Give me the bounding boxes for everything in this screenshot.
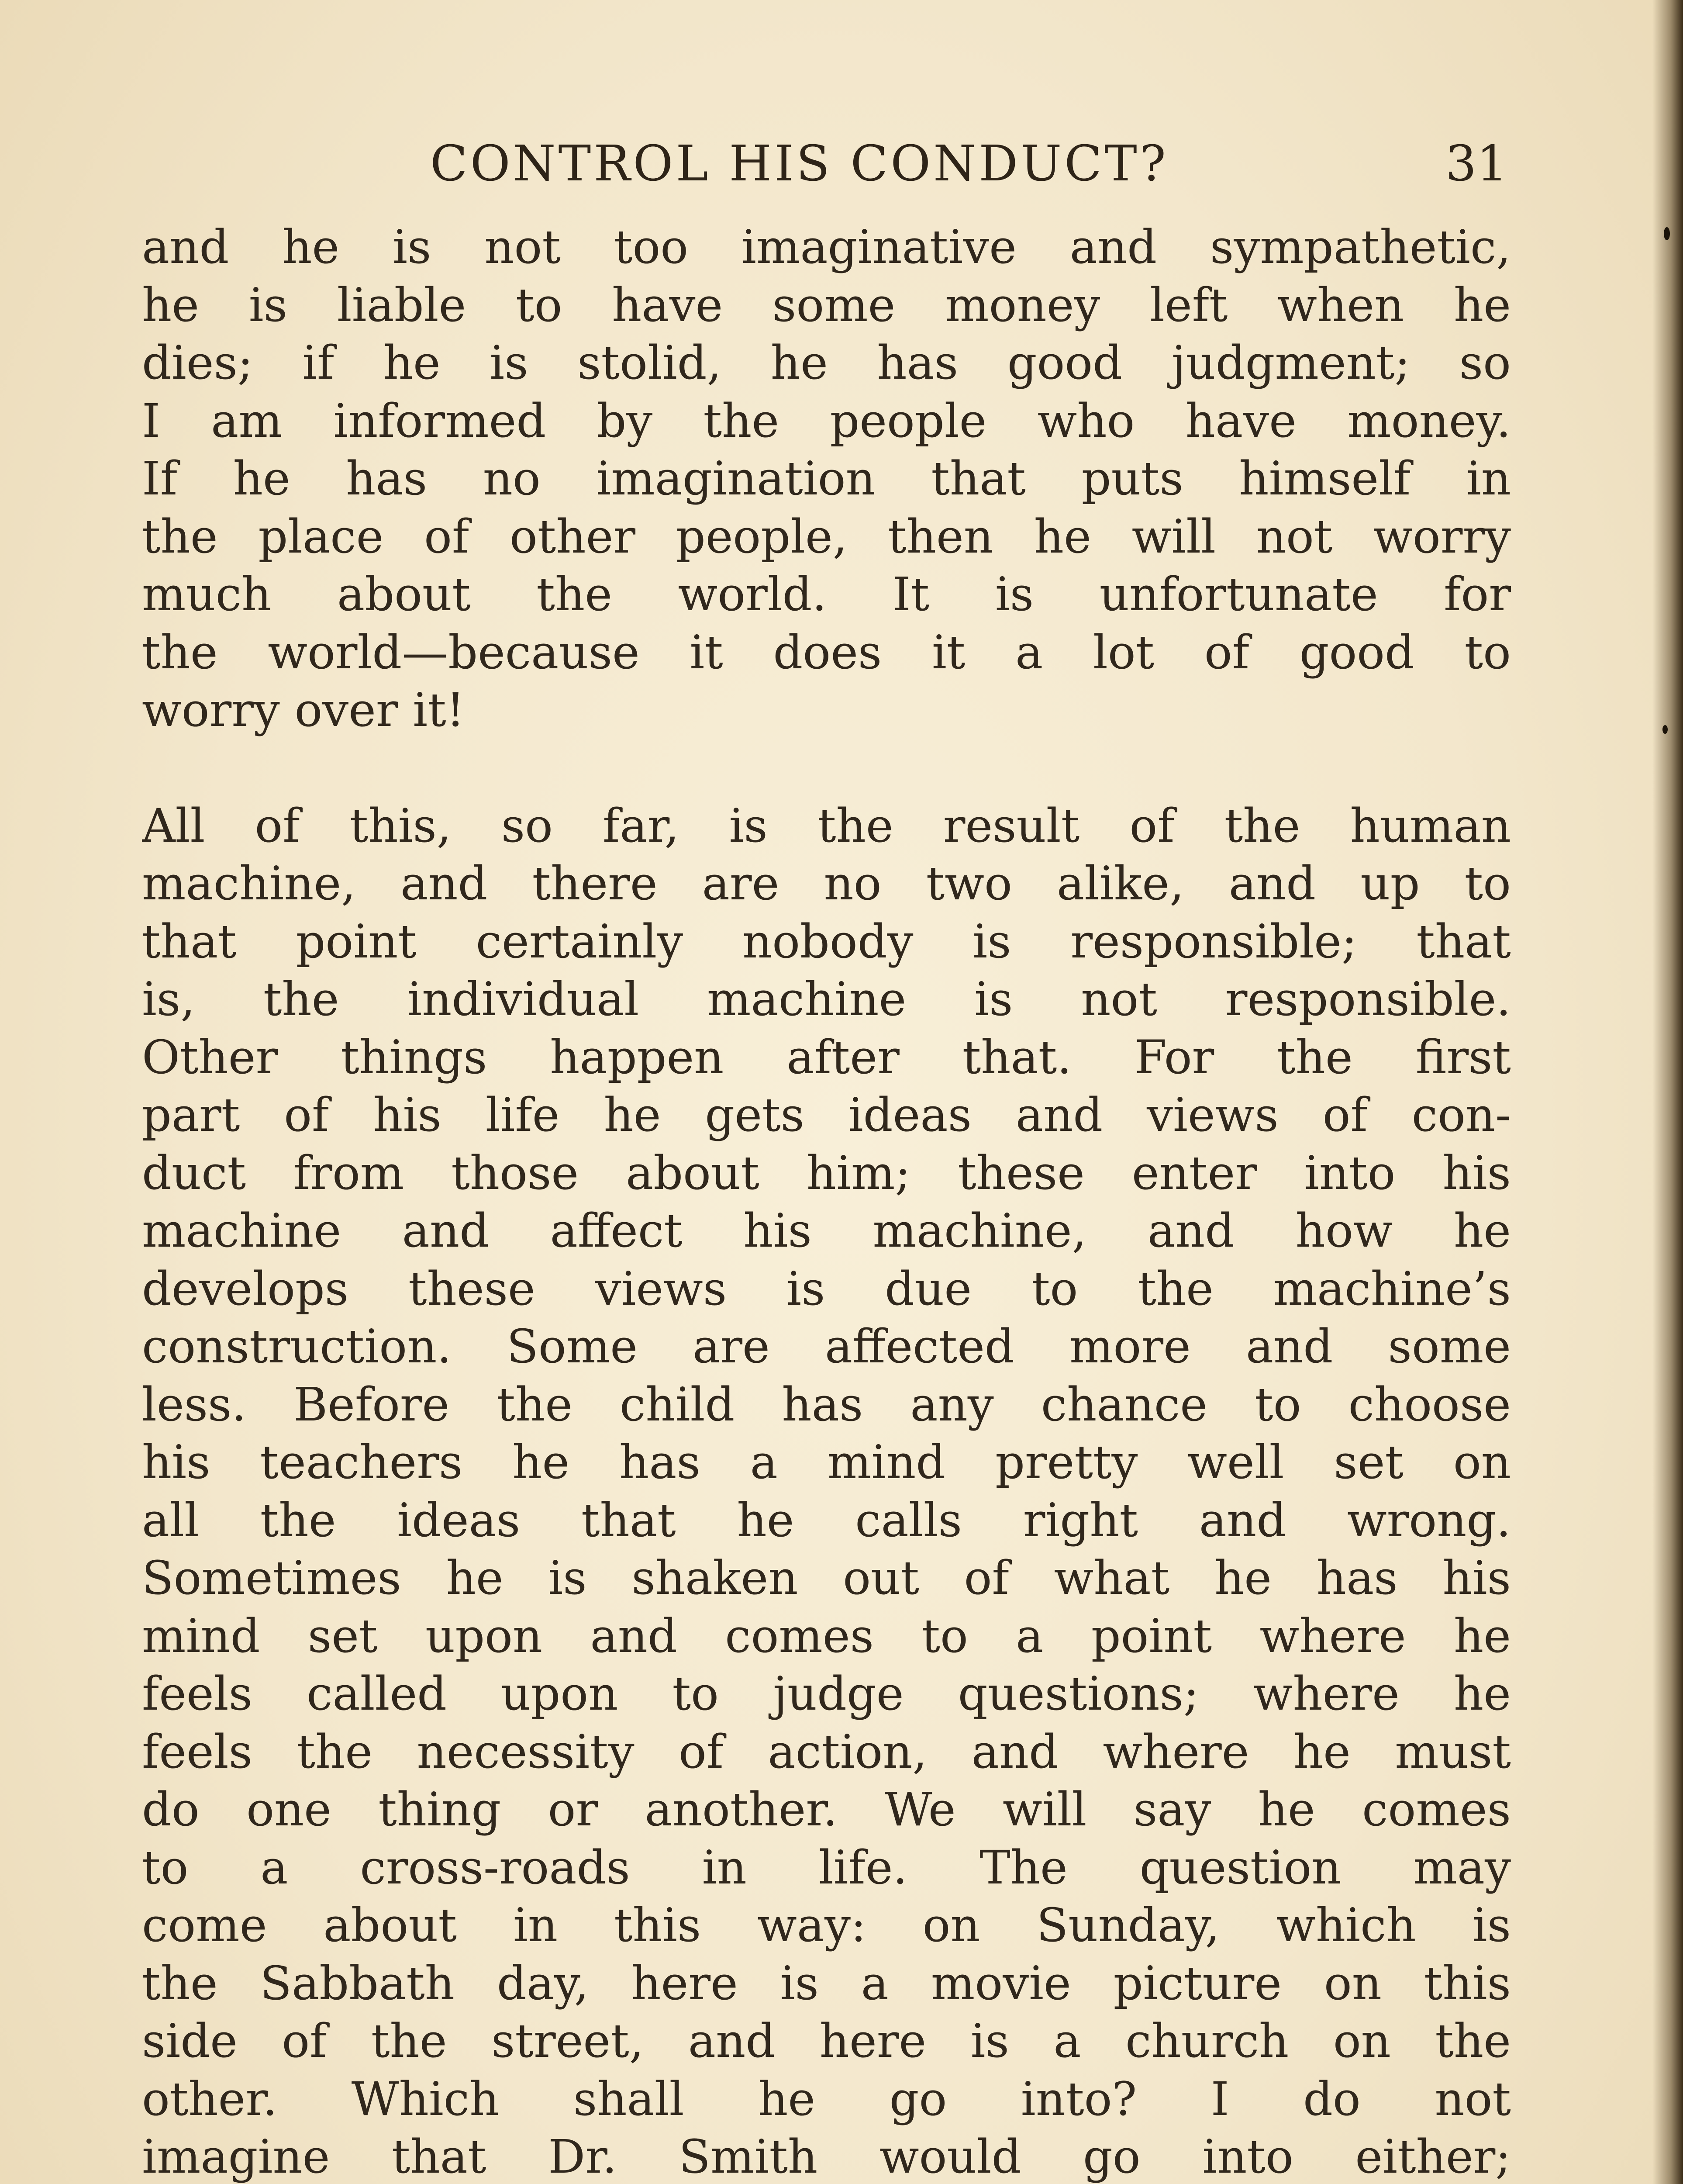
text-line: come about in this way: on Sunday, which is <box>142 1898 1511 1952</box>
text-line: is, the individual machine is not responsible. <box>142 972 1511 1026</box>
spine-speck <box>1664 227 1670 240</box>
text-line: feels the necessity of action, and where he must <box>142 1724 1511 1779</box>
text-line: the Sabbath day, here is a movie picture on this <box>142 1956 1511 2010</box>
text-line: all the ideas that he calls right and wrong. <box>142 1493 1511 1547</box>
text-line: duct from those about him; these enter into his <box>142 1146 1511 1200</box>
page-number: 31 <box>1445 135 1508 192</box>
text-line: and he is not too imaginative and sympathetic, <box>142 220 1511 274</box>
text-line: imagine that Dr. Smith would go into either; <box>142 2130 1511 2184</box>
text-line: part of his life he gets ideas and views of con- <box>142 1088 1511 1142</box>
paragraph <box>142 218 1511 740</box>
text-line: side of the street, and here is a church on the <box>142 2014 1511 2068</box>
text-line: develops these views is due to the machine’s <box>142 1261 1511 1316</box>
text-line: he is liable to have some money left when he <box>142 278 1511 332</box>
text-line: dies; if he is stolid, he has good judgment; so <box>142 336 1511 390</box>
paragraph <box>142 797 1511 2184</box>
text-line: his teachers he has a mind pretty well set on <box>142 1435 1511 1489</box>
text-line: machine and affect his machine, and how he <box>142 1204 1511 1258</box>
page-spine-edge <box>1652 0 1683 2184</box>
text-line: All of this, so far, is the result of the human <box>142 798 1511 853</box>
text-line: do one thing or another. We will say he comes <box>142 1783 1511 1836</box>
text-line: I am informed by the people who have money. <box>142 394 1511 448</box>
text-line: less. Before the child has any chance to choose <box>142 1377 1511 1431</box>
text-line: machine, and there are no two alike, and up to <box>142 857 1511 910</box>
text-line: the world—because it does it a lot of good to <box>142 625 1511 679</box>
text-line: mind set upon and comes to a point where he <box>142 1609 1511 1663</box>
text-line: construction. Some are affected more and some <box>142 1320 1511 1373</box>
page-header <box>0 129 1683 199</box>
text-line: Sometimes he is shaken out of what he has his <box>142 1551 1511 1605</box>
paragraph-gap <box>142 740 1511 797</box>
text-line: other. Which shall he go into? I do not <box>142 2072 1511 2126</box>
text-line: the place of other people, then he will not worry <box>142 509 1511 563</box>
text-line: Other things happen after that. For the first <box>142 1030 1511 1084</box>
running-head: CONTROL HIS CONDUCT? <box>430 135 1169 192</box>
text-line: that point certainly nobody is responsible; that <box>142 914 1511 968</box>
text-line: If he has no imagination that puts himself in <box>142 452 1511 505</box>
text-line: much about the world. It is unfortunate for <box>142 567 1511 621</box>
text-line: to a cross-roads in life. The question may <box>142 1840 1511 1894</box>
text-line: worry over it! <box>142 683 465 737</box>
text-line: feels called upon to judge questions; where he <box>142 1667 1511 1721</box>
spine-speck <box>1662 725 1668 734</box>
body-text <box>142 218 1511 2184</box>
